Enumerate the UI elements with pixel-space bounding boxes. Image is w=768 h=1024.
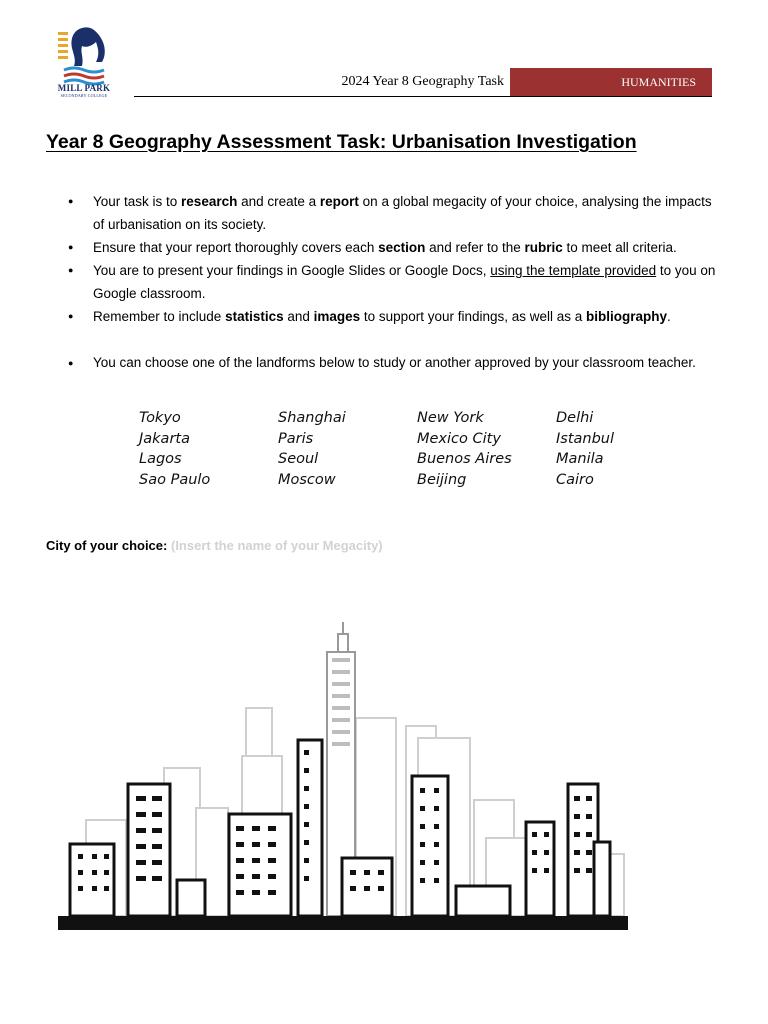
school-name bbox=[52, 84, 116, 98]
city-option: Moscow bbox=[278, 472, 336, 489]
city-option: Seoul bbox=[278, 451, 319, 468]
list-item: ● Ensure that your report thoroughly covers each section and refer to the rubric to meet all criteria. bbox=[66, 236, 720, 259]
list-item: ● Your task is to research and create a report on a global megacity of your choice, analysing the impacts of urbanisation on its society. bbox=[66, 190, 720, 236]
city-option: Mexico City bbox=[417, 430, 501, 447]
department-badge bbox=[510, 68, 712, 96]
school-name-line2: SECONDARY COLLEGE bbox=[60, 93, 108, 98]
city-option: Istanbul bbox=[556, 430, 615, 447]
page-title: Year 8 Geography Assessment Task: Urbanisation Investigation bbox=[46, 131, 637, 153]
city-option: New York bbox=[417, 410, 484, 426]
city-option: Lagos bbox=[139, 451, 182, 468]
department-label: HUMANITIES bbox=[621, 74, 696, 89]
list-item: ● You are to present your findings in Google Slides or Google Docs, using the template provided to you on Google classroom. bbox=[66, 259, 720, 305]
city-option: Delhi bbox=[556, 410, 594, 426]
city-choice-placeholder[interactable]: (Insert the name of your Megacity) bbox=[170, 538, 383, 553]
city-option: Tokyo bbox=[139, 410, 181, 426]
city-option: Buenos Aires bbox=[417, 451, 512, 468]
template-link: using the template provided bbox=[490, 263, 657, 278]
choose-city-instruction: ● You can choose one of the landforms below to study or another approved by your classroom teacher. bbox=[66, 355, 720, 371]
school-name-line1: MILL PARK bbox=[57, 83, 111, 93]
city-option: Beijing bbox=[417, 472, 467, 489]
city-option: Manila bbox=[556, 451, 604, 468]
header-divider bbox=[134, 96, 712, 97]
city-choice-field[interactable] bbox=[46, 538, 383, 553]
city-option: Shanghai bbox=[278, 410, 346, 426]
city-skyline-illustration bbox=[56, 618, 632, 933]
megacity-options bbox=[139, 410, 656, 493]
city-choice-label: City of your choice: bbox=[46, 538, 168, 553]
city-option: Jakarta bbox=[139, 430, 190, 447]
instruction-list bbox=[66, 190, 720, 328]
city-option: Sao Paulo bbox=[139, 472, 211, 489]
city-option: Cairo bbox=[556, 472, 594, 489]
city-option: Paris bbox=[278, 430, 314, 447]
list-item: ● Remember to include statistics and images to support your findings, as well as a bibliography. bbox=[66, 305, 720, 328]
header-task-title: 2024 Year 8 Geography Task bbox=[341, 74, 504, 89]
